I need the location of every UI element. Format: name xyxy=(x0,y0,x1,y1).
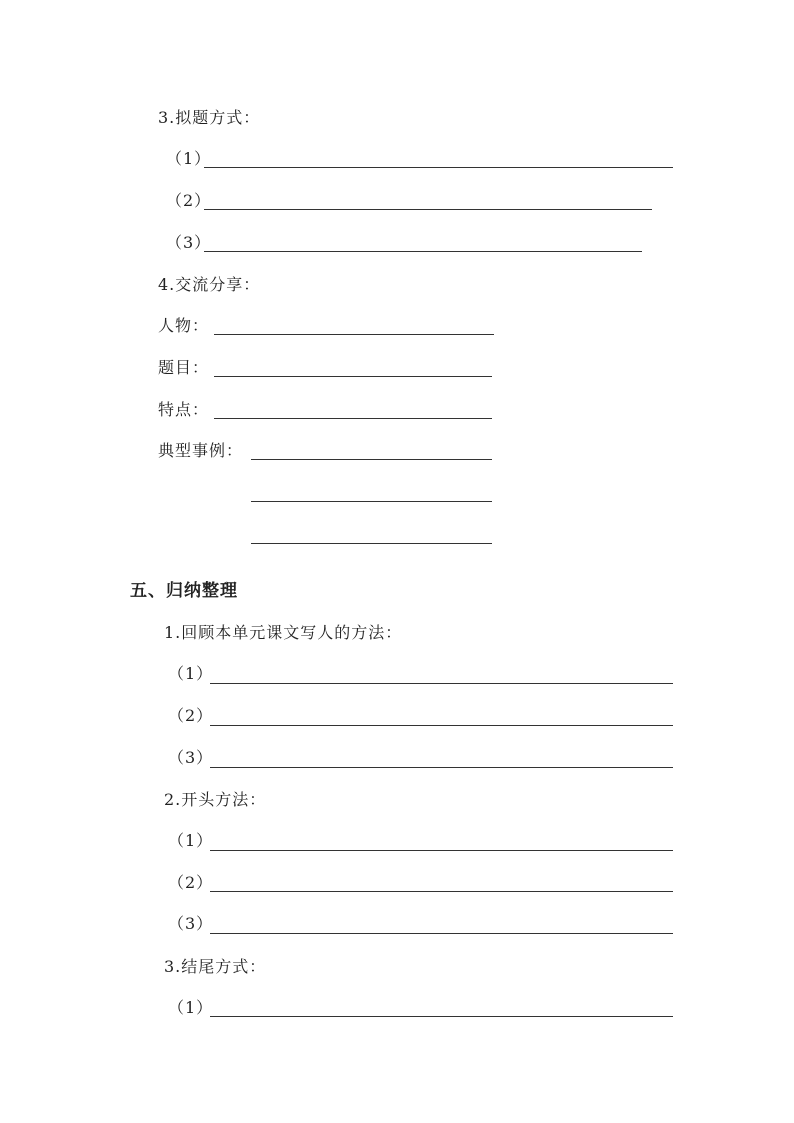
share-title-line[interactable] xyxy=(214,376,492,377)
q1-blank-line-1[interactable] xyxy=(210,683,673,684)
q1-blank-line-3[interactable] xyxy=(210,767,673,768)
share-example-line-2[interactable] xyxy=(251,501,492,502)
item3-blank-label-2: （2） xyxy=(166,191,212,210)
item3-blank-line-3[interactable] xyxy=(204,251,642,252)
share-title-label: 题目： xyxy=(158,358,210,377)
q2-blank-label-2: （2） xyxy=(168,873,214,892)
q1-blank-label-3: （3） xyxy=(168,748,214,767)
q3-blank-line-1[interactable] xyxy=(210,1016,673,1017)
item3-blank-line-2[interactable] xyxy=(204,209,652,210)
share-person-line[interactable] xyxy=(214,334,494,335)
share-example-line-3[interactable] xyxy=(251,543,492,544)
share-example-line-1[interactable] xyxy=(251,459,492,460)
q1-blank-label-1: （1） xyxy=(168,664,214,683)
q3-blank-label-1: （1） xyxy=(168,998,214,1017)
share-example-label: 典型事例： xyxy=(158,441,244,460)
share-feature-label: 特点： xyxy=(158,400,210,419)
item3-blank-line-1[interactable] xyxy=(204,167,673,168)
q2-title: 2.开头方法： xyxy=(164,790,267,809)
q2-blank-line-1[interactable] xyxy=(210,850,673,851)
item3-blank-label-3: （3） xyxy=(166,233,212,252)
q1-title: 1.回顾本单元课文写人的方法： xyxy=(164,623,403,642)
q1-blank-line-2[interactable] xyxy=(210,725,673,726)
item3-title: 3.拟题方式： xyxy=(158,108,261,127)
q2-blank-line-2[interactable] xyxy=(210,891,673,892)
q3-title: 3.结尾方式： xyxy=(164,957,267,976)
q2-blank-line-3[interactable] xyxy=(210,933,673,934)
share-feature-line[interactable] xyxy=(214,418,492,419)
q2-blank-label-3: （3） xyxy=(168,914,214,933)
q1-blank-label-2: （2） xyxy=(168,706,214,725)
item3-blank-label-1: （1） xyxy=(166,149,212,168)
item4-title: 4.交流分享： xyxy=(158,275,261,294)
section5-heading: 五、归纳整理 xyxy=(130,581,238,601)
share-person-label: 人物： xyxy=(158,316,210,335)
q2-blank-label-1: （1） xyxy=(168,831,214,850)
